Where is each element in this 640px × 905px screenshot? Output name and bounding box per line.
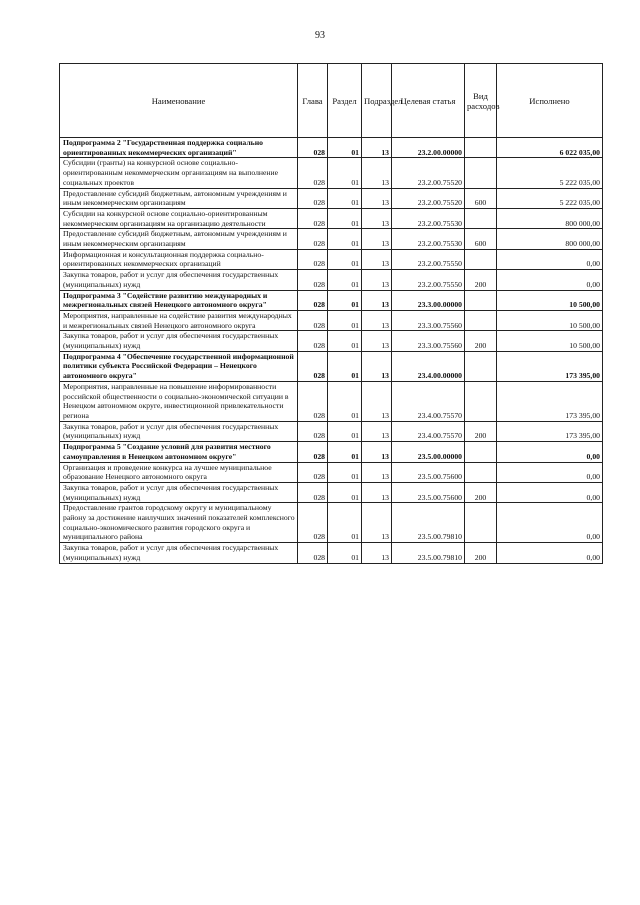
cell-ispolneno: 173 395,00: [497, 351, 603, 381]
cell-vid: [465, 138, 497, 158]
cell-podrazdel: 13: [362, 290, 392, 310]
cell-podrazdel: 13: [362, 188, 392, 208]
cell-vid: [465, 442, 497, 462]
cell-vid: [465, 351, 497, 381]
header-glava: Глава: [298, 64, 328, 138]
cell-ispolneno: 6 022 035,00: [497, 138, 603, 158]
header-name: Наименование: [60, 64, 298, 138]
cell-vid: [465, 381, 497, 421]
cell-name: Закупка товаров, работ и услуг для обеспечения государственных (муниципальных) нужд: [60, 421, 298, 441]
cell-ispolneno: 173 395,00: [497, 381, 603, 421]
cell-podrazdel: 13: [362, 158, 392, 188]
cell-tselevaya: 23.2.00.75550: [392, 249, 465, 269]
cell-tselevaya: 23.5.00.79810: [392, 503, 465, 543]
cell-glava: 028: [298, 503, 328, 543]
cell-tselevaya: 23.5.00.00000: [392, 442, 465, 462]
cell-podrazdel: 13: [362, 462, 392, 482]
cell-vid: [465, 249, 497, 269]
table-row: [60, 462, 603, 482]
cell-razdel: 01: [328, 188, 362, 208]
cell-glava: 028: [298, 543, 328, 563]
cell-glava: 028: [298, 208, 328, 228]
cell-name: Мероприятия, направленные на содействие развития международных и межрегиональных связей Ненецкого автономного округа: [60, 310, 298, 330]
cell-podrazdel: 13: [362, 351, 392, 381]
cell-razdel: 01: [328, 543, 362, 563]
cell-razdel: 01: [328, 249, 362, 269]
cell-razdel: 01: [328, 138, 362, 158]
table-row: [60, 229, 603, 249]
cell-glava: 028: [298, 421, 328, 441]
budget-table: [59, 63, 603, 564]
cell-razdel: 01: [328, 462, 362, 482]
cell-vid: [465, 290, 497, 310]
cell-razdel: 01: [328, 421, 362, 441]
table-row: [60, 503, 603, 543]
cell-name: Субсидии (гранты) на конкурсной основе социально-ориентированным некоммерческим организациям на выполнение социальных проектов: [60, 158, 298, 188]
cell-vid: 200: [465, 270, 497, 290]
cell-podrazdel: 13: [362, 482, 392, 502]
cell-ispolneno: 0,00: [497, 543, 603, 563]
page-number: 93: [315, 30, 325, 41]
cell-podrazdel: 13: [362, 442, 392, 462]
cell-ispolneno: 0,00: [497, 270, 603, 290]
cell-podrazdel: 13: [362, 331, 392, 351]
cell-ispolneno: 10 500,00: [497, 310, 603, 330]
cell-glava: 028: [298, 331, 328, 351]
cell-tselevaya: 23.2.00.75520: [392, 188, 465, 208]
cell-tselevaya: 23.2.00.75520: [392, 158, 465, 188]
cell-razdel: 01: [328, 208, 362, 228]
cell-glava: 028: [298, 188, 328, 208]
cell-ispolneno: 0,00: [497, 442, 603, 462]
cell-vid: [465, 462, 497, 482]
cell-glava: 028: [298, 249, 328, 269]
table-row: [60, 421, 603, 441]
cell-tselevaya: 23.3.00.75560: [392, 331, 465, 351]
cell-glava: 028: [298, 351, 328, 381]
cell-ispolneno: 173 395,00: [497, 421, 603, 441]
cell-tselevaya: 23.4.00.75570: [392, 421, 465, 441]
cell-tselevaya: 23.2.00.00000: [392, 138, 465, 158]
cell-tselevaya: 23.2.00.75550: [392, 270, 465, 290]
cell-name: Информационная и консультационная поддержка социально-ориентированных некоммерческих организаций: [60, 249, 298, 269]
cell-name: Закупка товаров, работ и услуг для обеспечения государственных (муниципальных) нужд: [60, 270, 298, 290]
cell-vid: [465, 208, 497, 228]
cell-vid: [465, 310, 497, 330]
cell-vid: 200: [465, 482, 497, 502]
cell-glava: 028: [298, 310, 328, 330]
table-row: [60, 310, 603, 330]
cell-name: Мероприятия, направленные на повышение информированности российской общественности о социально-экономической ситуации в Ненецком автономном округе, инвестиционной привлекательности региона: [60, 381, 298, 421]
cell-podrazdel: 13: [362, 229, 392, 249]
cell-glava: 028: [298, 482, 328, 502]
cell-vid: 600: [465, 188, 497, 208]
cell-razdel: 01: [328, 331, 362, 351]
cell-name: Закупка товаров, работ и услуг для обеспечения государственных (муниципальных) нужд: [60, 482, 298, 502]
cell-ispolneno: 0,00: [497, 462, 603, 482]
cell-tselevaya: 23.3.00.00000: [392, 290, 465, 310]
cell-vid: 200: [465, 421, 497, 441]
cell-tselevaya: 23.5.00.75600: [392, 482, 465, 502]
cell-tselevaya: 23.5.00.79810: [392, 543, 465, 563]
cell-tselevaya: 23.4.00.75570: [392, 381, 465, 421]
header-podrazdel: Подраздел: [362, 64, 392, 138]
cell-glava: 028: [298, 229, 328, 249]
table-row: [60, 188, 603, 208]
cell-name: Подпрограмма 4 "Обеспечение государственной информационной политики субъекта Российской Федерации – Ненецкого автономного округа": [60, 351, 298, 381]
cell-vid: 200: [465, 331, 497, 351]
cell-name: Предоставление субсидий бюджетным, автономным учреждениям и иным некоммерческим организациям: [60, 188, 298, 208]
cell-glava: 028: [298, 290, 328, 310]
cell-ispolneno: 10 500,00: [497, 331, 603, 351]
cell-vid: 600: [465, 229, 497, 249]
cell-tselevaya: 23.3.00.75560: [392, 310, 465, 330]
cell-tselevaya: 23.4.00.00000: [392, 351, 465, 381]
cell-razdel: 01: [328, 442, 362, 462]
cell-vid: [465, 503, 497, 543]
cell-razdel: 01: [328, 351, 362, 381]
cell-podrazdel: 13: [362, 421, 392, 441]
cell-ispolneno: 5 222 035,00: [497, 158, 603, 188]
cell-glava: 028: [298, 462, 328, 482]
cell-podrazdel: 13: [362, 270, 392, 290]
cell-name: Закупка товаров, работ и услуг для обеспечения государственных (муниципальных) нужд: [60, 331, 298, 351]
cell-razdel: 01: [328, 158, 362, 188]
table-row: [60, 381, 603, 421]
cell-tselevaya: 23.5.00.75600: [392, 462, 465, 482]
cell-name: Предоставление грантов городскому округу и муниципальному району за достижение наилучших значений показателей комплексного социально-экономического развития городского округа и муниципального района: [60, 503, 298, 543]
cell-glava: 028: [298, 442, 328, 462]
header-razdel: Раздел: [328, 64, 362, 138]
cell-podrazdel: 13: [362, 381, 392, 421]
table-row: [60, 158, 603, 188]
cell-razdel: 01: [328, 381, 362, 421]
cell-name: Субсидии на конкурсной основе социально-ориентированным некоммерческим организациям на организацию деятельности: [60, 208, 298, 228]
cell-razdel: 01: [328, 229, 362, 249]
cell-glava: 028: [298, 158, 328, 188]
cell-razdel: 01: [328, 503, 362, 543]
cell-podrazdel: 13: [362, 543, 392, 563]
cell-ispolneno: 0,00: [497, 249, 603, 269]
table-body: [60, 138, 603, 564]
cell-podrazdel: 13: [362, 310, 392, 330]
table-row: [60, 249, 603, 269]
cell-razdel: 01: [328, 290, 362, 310]
cell-name: Подпрограмма 5 "Создание условий для развития местного самоуправления в Ненецком автономном округе": [60, 442, 298, 462]
header-vid: Вид расходов: [465, 64, 497, 138]
cell-podrazdel: 13: [362, 208, 392, 228]
table-row: [60, 331, 603, 351]
table-row: [60, 270, 603, 290]
table-row: [60, 543, 603, 563]
cell-name: Подпрограмма 3 "Содействие развитию международных и межрегиональных связей Ненецкого автономного округа": [60, 290, 298, 310]
cell-ispolneno: 800 000,00: [497, 229, 603, 249]
cell-ispolneno: 5 222 035,00: [497, 188, 603, 208]
cell-glava: 028: [298, 270, 328, 290]
cell-razdel: 01: [328, 310, 362, 330]
cell-podrazdel: 13: [362, 249, 392, 269]
table-row: [60, 482, 603, 502]
table-row: [60, 351, 603, 381]
cell-name: Закупка товаров, работ и услуг для обеспечения государственных (муниципальных) нужд: [60, 543, 298, 563]
cell-vid: 200: [465, 543, 497, 563]
cell-name: Предоставление субсидий бюджетным, автономным учреждениям и иным некоммерческим организациям: [60, 229, 298, 249]
table-row: [60, 442, 603, 462]
header-tselevaya: Целевая статья: [392, 64, 465, 138]
header-ispolneno: Исполнено: [497, 64, 603, 138]
header-row: [60, 64, 603, 138]
cell-vid: [465, 158, 497, 188]
cell-tselevaya: 23.2.00.75530: [392, 229, 465, 249]
cell-ispolneno: 0,00: [497, 482, 603, 502]
table-row: [60, 290, 603, 310]
cell-podrazdel: 13: [362, 503, 392, 543]
cell-ispolneno: 800 000,00: [497, 208, 603, 228]
table-row: [60, 138, 603, 158]
cell-razdel: 01: [328, 482, 362, 502]
cell-glava: 028: [298, 381, 328, 421]
cell-glava: 028: [298, 138, 328, 158]
cell-name: Подпрограмма 2 "Государственная поддержка социально ориентированных некоммерческих организаций": [60, 138, 298, 158]
cell-tselevaya: 23.2.00.75530: [392, 208, 465, 228]
cell-podrazdel: 13: [362, 138, 392, 158]
cell-ispolneno: 10 500,00: [497, 290, 603, 310]
cell-name: Организация и проведение конкурса на лучшее муниципальное образование Ненецкого автономного округа: [60, 462, 298, 482]
table-row: [60, 208, 603, 228]
cell-ispolneno: 0,00: [497, 503, 603, 543]
cell-razdel: 01: [328, 270, 362, 290]
